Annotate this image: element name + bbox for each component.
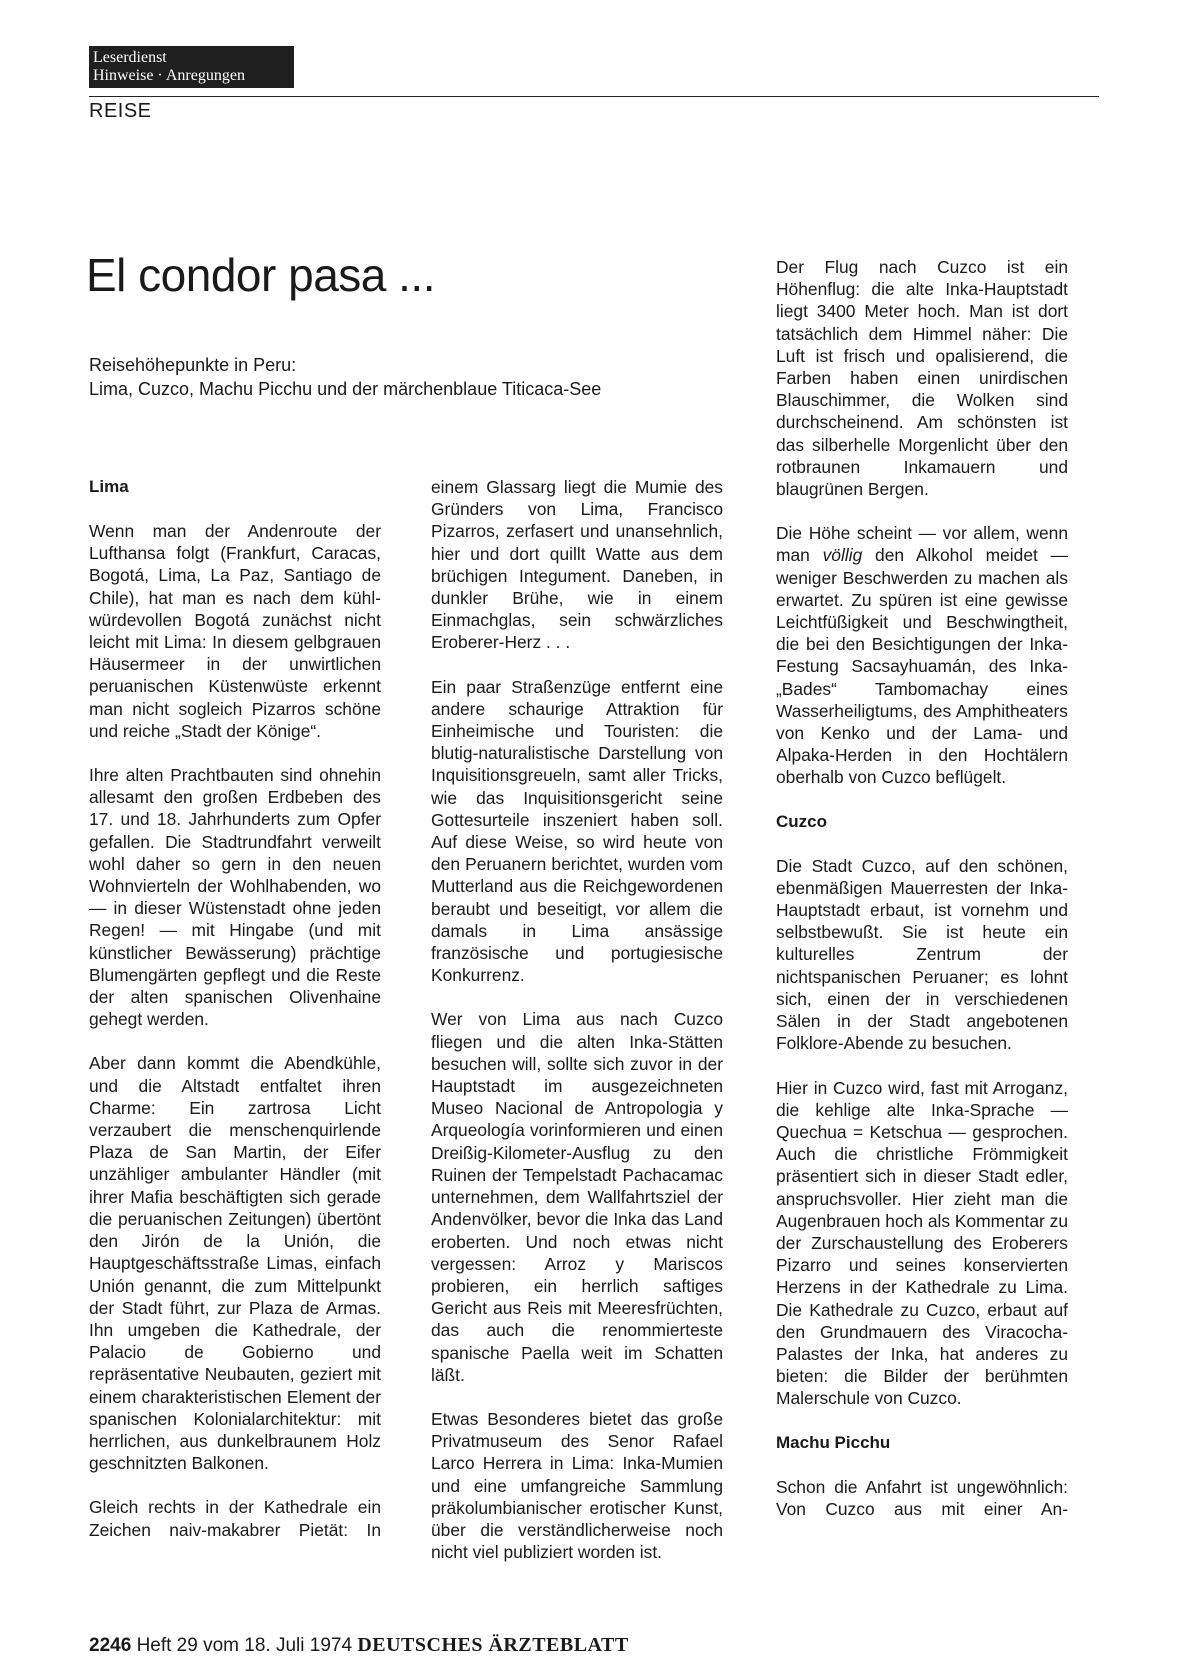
paragraph: Ihre alten Prachtbauten sind ohnehin allesamt den großen Erdbeben des 17. und 18. Jahrhunderts zum Opfer gefallen. Die Stadtrundfahrt verweilt wohl daher so gern in den neuen Wohnvierteln der Wohlhabenden, wo — in dieser Wüstenstadt ohne jeden Regen! — mit Hingabe (und mit künstlicher Bewässerung) prächtige Blumengärten gepflegt und die Reste der alten spanischen Olivenhaine gehegt werden.	[89, 765, 381, 1030]
article-subtitle	[89, 353, 601, 401]
column-2	[431, 476, 723, 1585]
article-title: El condor pasa ...	[86, 249, 435, 301]
paragraph: Der Flug nach Cuzco ist ein Höhenflug: die alte Inka-Hauptstadt liegt 3400 Meter hoch. Man ist dort tatsächlich dem Himmel näher: Die Luft ist frisch und opalisierend, die Farben haben einen unirdischen Blauschimmer, die Wolken sind durchscheinend. Am schönsten ist das silberhelle Morgenlicht über den rotbraunen Inkamauern und blaugrünen Bergen.	[776, 257, 1068, 500]
badge-line-2: Hinweise · Anregungen	[93, 67, 245, 84]
page-number: 2246	[89, 1635, 132, 1656]
paragraph: Gleich rechts in der Kathedrale ein Zeichen naiv-makabrer Pietät: In	[89, 1497, 381, 1540]
paragraph: Schon die Anfahrt ist ungewöhnlich: Von Cuzco aus mit einer An-	[776, 1476, 1068, 1519]
issue-info: Heft 29 vom 18. Juli 1974	[136, 1635, 353, 1656]
paragraph: Wenn man der Andenroute der Lufthansa folgt (Frankfurt, Caracas, Bogotá, Lima, La Paz, Santiago de Chile), hat man es nach dem kühl-würdevollen Bogotá zunächst nicht leicht mit Lima: In diesem gelbgrauen Häusermeer in der unwirtlichen peruanischen Küstenwüste erkennt man nicht sogleich Pizarros schöne und reiche „Stadt der Könige“.	[89, 521, 381, 741]
column-3	[776, 256, 1068, 1542]
paragraph	[776, 522, 1068, 788]
paragraph: Aber dann kommt die Abendkühle, und die Altstadt entfaltet ihren Charme: Ein zartrosa Licht verzaubert die menschenquirlende Plaza de San Martin, der Eifer unzähliger ambulanter Händler (mit ihrer Mafia beschäftigten sich gerade die peruanischen Zeitungen) übertönt den Jirón de la Unión, die Hauptgeschäftsstraße Limas, einfach Unión genannt, die zum Mittelpunkt der Stadt führt, zur Plaza de Armas. Ihn umgeben die Kathedrale, der Palacio de Gobierno und repräsentative Neubauten, geziert mit einem charakteristischen Element der spanischen Kolonialarchitektur: mit herrlichen, aus dunkelbraunem Holz geschnitzten Balkonen.	[89, 1053, 381, 1474]
heading-lima: Lima	[89, 477, 129, 496]
page-footer	[89, 1634, 629, 1657]
paragraph: einem Glassarg liegt die Mumie des Gründers von Lima, Francisco Pizarros, zerfasert und unansehnlich, hier und dort quillt Watte aus dem brüchigen Integument. Daneben, in dunkler Brühe, wie in einem Einmachglas, sein schwärzliches Eroberer-Herz . . .	[431, 477, 723, 653]
heading-cuzco: Cuzco	[776, 811, 827, 831]
column-1	[89, 476, 381, 1563]
heading-machu-picchu: Machu Picchu	[776, 1432, 891, 1452]
paragraph: Die Stadt Cuzco, auf den schönen, ebenmäßigen Mauerresten der Inka-Hauptstadt erbaut, ist vornehm und selbstbewußt. Sie ist heute ein kulturelles Zentrum der nichtspanischen Peruaner; es lohnt sich, einen der in verschiedenen Sälen in der Stadt angebotenen Folklore-Abende zu besuchen.	[776, 855, 1068, 1054]
subtitle-line-2: Lima, Cuzco, Machu Picchu und der märchenblaue Titicaca-See	[89, 379, 602, 399]
paragraph: Hier in Cuzco wird, fast mit Arroganz, die kehlige alte Inka-Sprache — Quechua = Ketschua — gesprochen. Auch die christliche Frömmigkeit präsentiert sich in dieser Stadt edler, anspruchsvoller. Hier zieht man die Augenbrauen hoch als Kommentar zu der Zurschaustellung des Eroberers Pizarro und seines konservierten Herzens in der Kathedrale zu Lima. Die Kathedrale zu Cuzco, erbaut auf den Grundmauern des Viracocha-Palastes der Inka, hat anderes zu bieten: die Bilder der berühmten Malerschule von Cuzco.	[776, 1077, 1068, 1409]
text-run: Die Höhe scheint — vor allem, wenn man	[776, 523, 1068, 566]
paragraph: Ein paar Straßenzüge entfernt eine andere schaurige Attraktion für Einheimische und Touristen: die blutig-naturalistische Darstellung von Inquisitionsgreueln, samt aller Tricks, wie das Inquisitionsgericht seine Gottesurteile inszeniert haben soll. Auf diese Weise, so wird heute von den Peruanern berichtet, wurden vom Mutterland aus die Reichgewordenen beraubt und beseitigt, vor allem die damals in Lima ansässige französische und portugiesische Konkurrenz.	[431, 676, 723, 986]
subtitle-line-1: Reisehöhepunkte in Peru:	[89, 355, 297, 375]
text-run: den Alkohol meidet — weniger Beschwerden zu machen als erwartet. Zu spüren ist eine gewisse Leichtfüßigkeit und Beschwingtheit, die bei den Besichtigungen der Inka-Festung Sacsayhuamán, des Inka-„Bades“ Tambomachay eines Wasserheiligtums, des Amphitheaters von Kenko und der Lama- und Alpaka-Herden in den Hochtälern oberhalb von Cuzco beflügelt.	[776, 545, 1068, 788]
badge-line-1: Leserdienst	[93, 49, 167, 66]
emphasis: völlig	[822, 545, 863, 566]
paragraph: Etwas Besonderes bietet das große Privatmuseum des Senor Rafael Larco Herrera in Lima: Inka-Mumien und eine umfangreiche Sammlung präkolumbianischer erotischer Kunst, über die verständlicherweise noch nicht viel publiziert worden ist.	[431, 1408, 723, 1563]
leserdienst-badge	[89, 46, 294, 88]
header-rule	[89, 96, 1099, 97]
paragraph: Wer von Lima aus nach Cuzco fliegen und die alten Inka-Stätten besuchen will, sollte sich zuvor in der Hauptstadt im ausgezeichneten Museo Nacional de Antropologia y Arqueología vorinformieren und einen Dreißig-Kilometer-Ausflug zu den Ruinen der Tempelstadt Pachacamac unternehmen, dem Wallfahrtsziel der Andenvölker, bevor die Inka das Land eroberten. Und noch etwas nicht vergessen: Arroz y Mariscos probieren, ein herrlich saftiges Gericht aus Reis mit Meeresfrüchten, das auch die renommierteste spanische Paella weit im Schatten läßt.	[431, 1009, 723, 1385]
magazine-name: DEUTSCHES ÄRZTEBLATT	[357, 1634, 629, 1656]
section-label: REISE	[89, 100, 152, 122]
